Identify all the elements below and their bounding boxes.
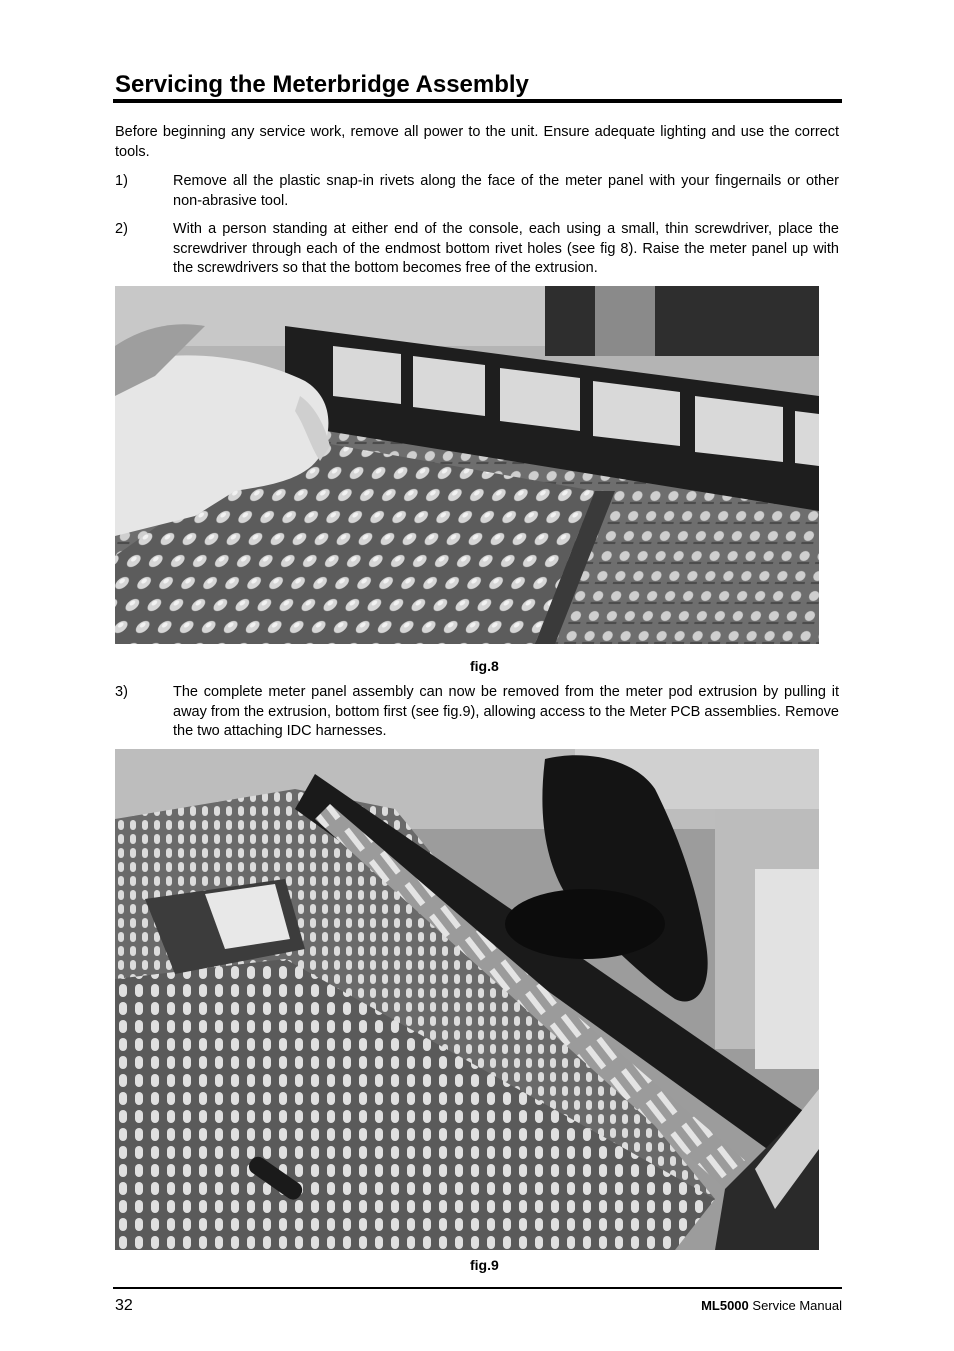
title-rule — [113, 99, 842, 103]
step-text: With a person standing at either end of the console, each using a small, thin screwdriver, place the screwdriver through each of the endmost bottom rivet holes (see fig 8). Raise the meter panel up with the screwdrivers so that the bottom becomes free of the extrusion. — [173, 221, 839, 276]
fig9-photo — [115, 749, 819, 1250]
page-title: Servicing the Meterbridge Assembly — [115, 71, 529, 98]
page-number: 32 — [115, 1297, 133, 1314]
step-3 — [115, 683, 839, 743]
step-2 — [115, 220, 839, 280]
fig8-caption: fig.8 — [470, 658, 499, 674]
manual-suffix: Service Manual — [748, 1298, 842, 1313]
intro-paragraph: Before beginning any service work, remove all power to the unit. Ensure adequate lighting and use the correct tools. — [115, 124, 839, 160]
step-number: 3) — [115, 684, 128, 700]
step-1 — [115, 172, 839, 212]
fig9-caption: fig.9 — [470, 1257, 499, 1273]
fig8-photo — [115, 286, 819, 644]
fig9-image — [115, 749, 819, 1250]
step-text: Remove all the plastic snap-in rivets along the face of the meter panel with your fingernails or other non-abrasive tool. — [173, 173, 839, 209]
manual-model: ML5000 — [701, 1298, 749, 1313]
fig8-image — [115, 286, 819, 644]
footer-rule — [113, 1287, 842, 1289]
manual-title — [701, 1298, 842, 1314]
step-text: The complete meter panel assembly can now be removed from the meter pod extrusion by pulling it away from the extrusion, bottom first (see fig.9), allowing access to the Meter PCB assemblies. Remove the two attaching IDC harnesses. — [173, 684, 839, 739]
step-number: 1) — [115, 173, 128, 189]
step-number: 2) — [115, 221, 128, 237]
